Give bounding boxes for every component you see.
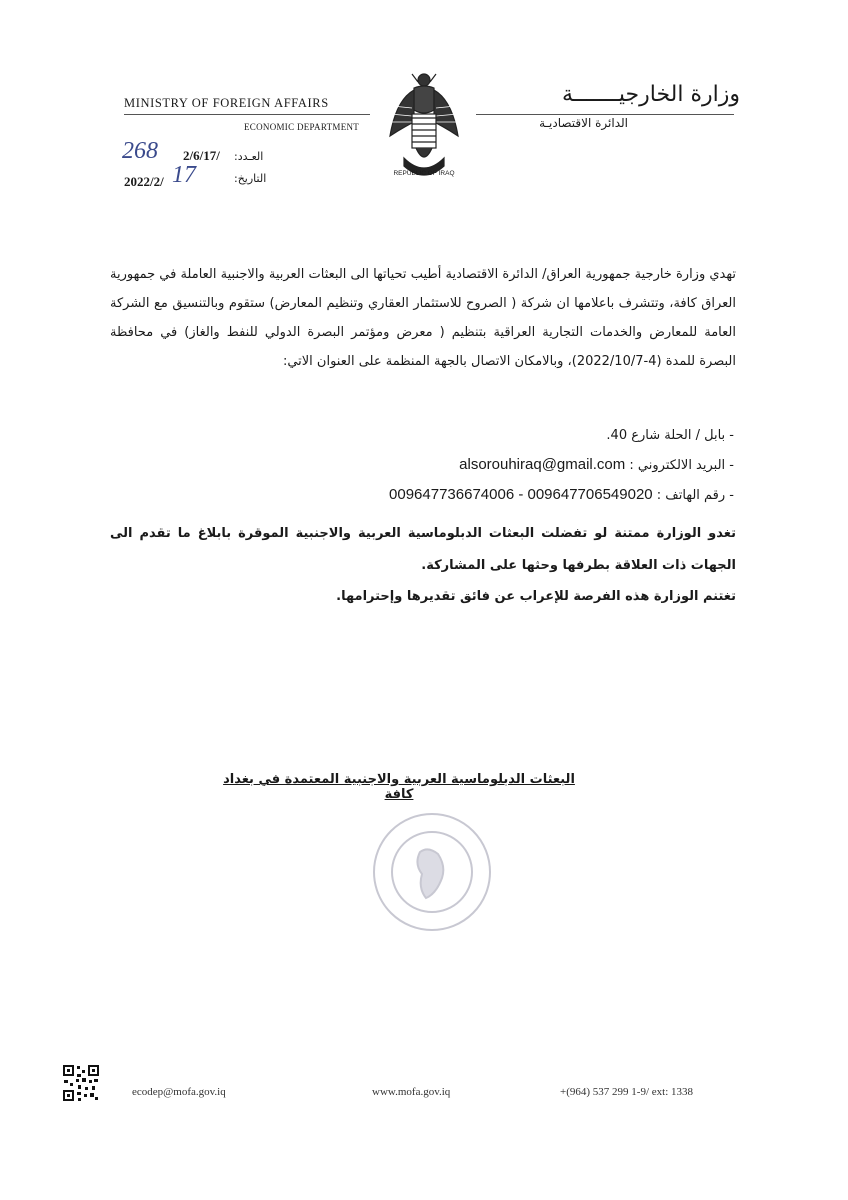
footer-phone: +(964) 537 299 1-9/ ext: 1338: [560, 1086, 693, 1098]
qr-code-icon: [62, 1064, 100, 1102]
phone-label: - رقم الهاتف :: [656, 488, 734, 503]
date-handwritten: 17: [172, 162, 196, 188]
official-stamp-icon: [368, 808, 496, 936]
date-value: 2022/2/: [124, 174, 164, 189]
department-name-ar: الدائرة الاقتصاديـة: [539, 116, 628, 130]
footer-website[interactable]: www.mofa.gov.iq: [372, 1086, 451, 1098]
reference-number-handwritten: 268: [122, 138, 158, 164]
emblem-caption: REPUBLIC OF IRAQ: [393, 170, 455, 177]
date-label: التاريخ:: [234, 172, 267, 185]
department-name-en: ECONOMIC DEPARTMENT: [244, 122, 360, 132]
body-paragraph-request: تغدو الوزارة ممتنة لو تفضلت البعثات الدبلوماسية العربية والاجنبية الموقرة بابلاغ ما تقدم الى الجهات ذات العلاقة بطرفها وحثها على المشاركة.: [110, 526, 736, 573]
body-paragraph-intro: تهدي وزارة خارجية جمهورية العراق/ الدائرة الاقتصادية أطيب تحياتها الى البعثات العربية والاجنبية العاملة في جمهورية العراق كافة، وتتشرف باعلامها ان شركة ( الصروح للاستثمار العقاري وتنظيم المعارض) ستقوم وبالتنسيق مع الشركة العامة للمعارض والخدمات التجارية العراقية بتنظيم ( معرض ومؤتمر البصرة الدولي للنفط والغاز) في محافظة البصرة للمدة (4-2022/10/7)، وبالامكان الاتصال بالجهة المنظمة على العنوان الاتي:: [110, 267, 736, 369]
header-rule-left: [124, 114, 370, 115]
ministry-name-en: MINISTRY OF FOREIGN AFFAIRS: [124, 96, 329, 110]
header-rule-right: [476, 114, 734, 115]
body-paragraph-closing: تغتنم الوزارة هذه الفرصة للإعراب عن فائق تقديرها وإحترامها.: [336, 589, 736, 604]
footer-email[interactable]: ecodep@mofa.gov.iq: [132, 1086, 226, 1098]
addressee: البعثات الدبلوماسية العربية والاجنبية المعتمدة في بغداد كافة: [223, 772, 575, 802]
email-line: [459, 456, 734, 473]
phone-value: 009647736674006 - 009647706549020: [389, 486, 653, 503]
email-label: - البريد الالكتروني :: [629, 458, 734, 473]
address-line: - بابل / الحلة شارع 40.: [606, 428, 734, 443]
reference-number-label: العـدد:: [234, 150, 264, 163]
email-value: alsorouhiraq@gmail.com: [459, 456, 626, 473]
phone-line: [389, 486, 734, 503]
iraq-eagle-emblem-icon: [384, 66, 464, 184]
ministry-name-ar: وزارة الخارجيـــــــة: [562, 82, 740, 107]
reference-number-value: 2/6/17/: [183, 148, 220, 163]
